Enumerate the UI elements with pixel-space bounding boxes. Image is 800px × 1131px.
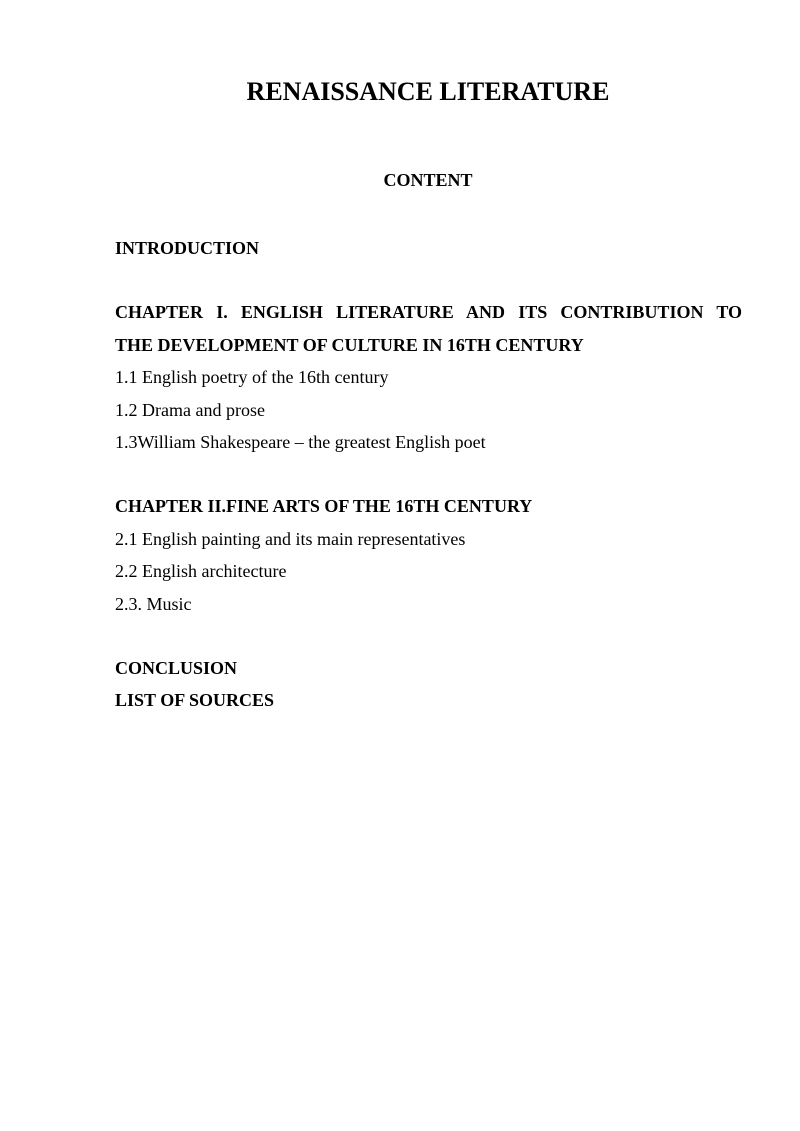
- spacer: [115, 620, 742, 652]
- toc-section-1-2: 1.2 Drama and prose: [115, 399, 265, 420]
- toc-conclusion: CONCLUSION: [115, 658, 238, 679]
- document-title: RENAISSANCE LITERATURE: [246, 77, 610, 106]
- toc-chapter-2: [115, 490, 742, 620]
- chapter-1-title-line-1: CHAPTER I. ENGLISH LITERATURE AND ITS CONTRIBUTION TO: [115, 302, 742, 323]
- toc-section-2-1: 2.1 English painting and its main representatives: [115, 528, 466, 549]
- spacer: [115, 264, 742, 296]
- chapter-1-title-line-2: THE DEVELOPMENT OF CULTURE IN 16TH CENTURY: [115, 334, 584, 355]
- toc-section-1-1: 1.1 English poetry of the 16th century: [115, 367, 389, 388]
- spacer: [115, 458, 742, 490]
- table-of-contents: [115, 232, 742, 717]
- toc-introduction: INTRODUCTION: [115, 238, 260, 258]
- toc-section-1-3: 1.3William Shakespeare – the greatest English poet: [115, 432, 486, 453]
- toc-chapter-1: [115, 296, 742, 458]
- chapter-2-title: CHAPTER II.FINE ARTS OF THE 16TH CENTURY: [115, 496, 533, 517]
- content-heading: CONTENT: [383, 170, 473, 190]
- toc-list-of-sources: LIST OF SOURCES: [115, 690, 275, 711]
- toc-section-2-2: 2.2 English architecture: [115, 561, 287, 582]
- toc-section-2-3: 2.3. Music: [115, 593, 192, 614]
